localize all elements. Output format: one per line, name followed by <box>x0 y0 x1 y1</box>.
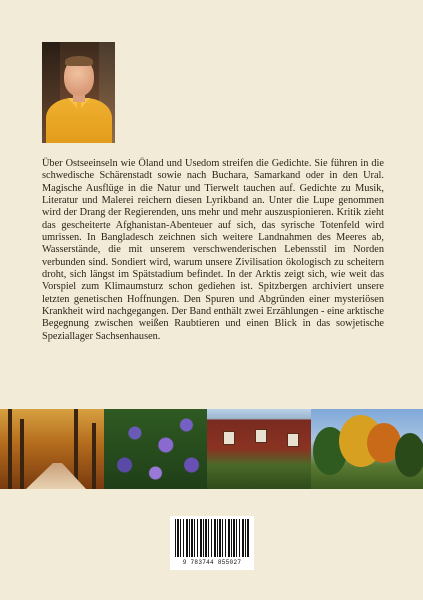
book-blurb-text: Über Ostseeinseln wie Öland und Usedom streifen die Gedichte. Sie führen in die schwedische Schärenstadt sowie nach Buchara, Samarkand oder in den Ural. Magische Ausflüge in die Natur und Tierwelt tauchen auf. Gedichte zu Musik, Literatur und Malerei reichern diesen Lyrikband an. Unter die Lupe genommen wird der Drang der Regierenden, uns mehr und mehr auszuspionieren. Kritik zieht das gescheiterte Afghanistan-Abenteuer auf sich, das syrische Totenfeld wird umrissen. In Bangladesch zeichnen sich weitere Landnahmen des Meeres ab, Wasserstände, die mit unserem verschwenderischen Lebensstil im Norden verbunden sind. Sondiert wird, warum unsere Zivilisation ökologisch zu scheitern droht, sich längst im Spätstadium befindet. In der Arktis zeigt sich, wie weit das Vorspiel zum Klimaumsturz schon gediehen ist. Spitzbergen archiviert unsere letzten genetischen Hoffnungen. Den Spuren und Abgründen einer mysteriösen Krankheit wird nachgegangen. Der Band enthält zwei Erzählungen - eine arktische Begegnung zwischen weißen Raubtieren und einen Blick in das sowjetische Speziallager Sachsenhausen. <box>42 158 384 342</box>
autumn-forest-path-image <box>0 409 104 489</box>
purple-asters-image <box>104 409 207 489</box>
author-shirt <box>46 98 112 143</box>
barcode-number: 9 783744 855027 <box>182 559 242 566</box>
photo-strip <box>0 409 423 489</box>
isbn-barcode <box>170 516 254 570</box>
author-portrait-image <box>42 42 115 143</box>
autumn-trees-sky-image <box>311 409 423 489</box>
author-hair <box>65 56 93 66</box>
ivy-covered-house-image <box>207 409 311 489</box>
barcode-bars <box>175 519 249 557</box>
